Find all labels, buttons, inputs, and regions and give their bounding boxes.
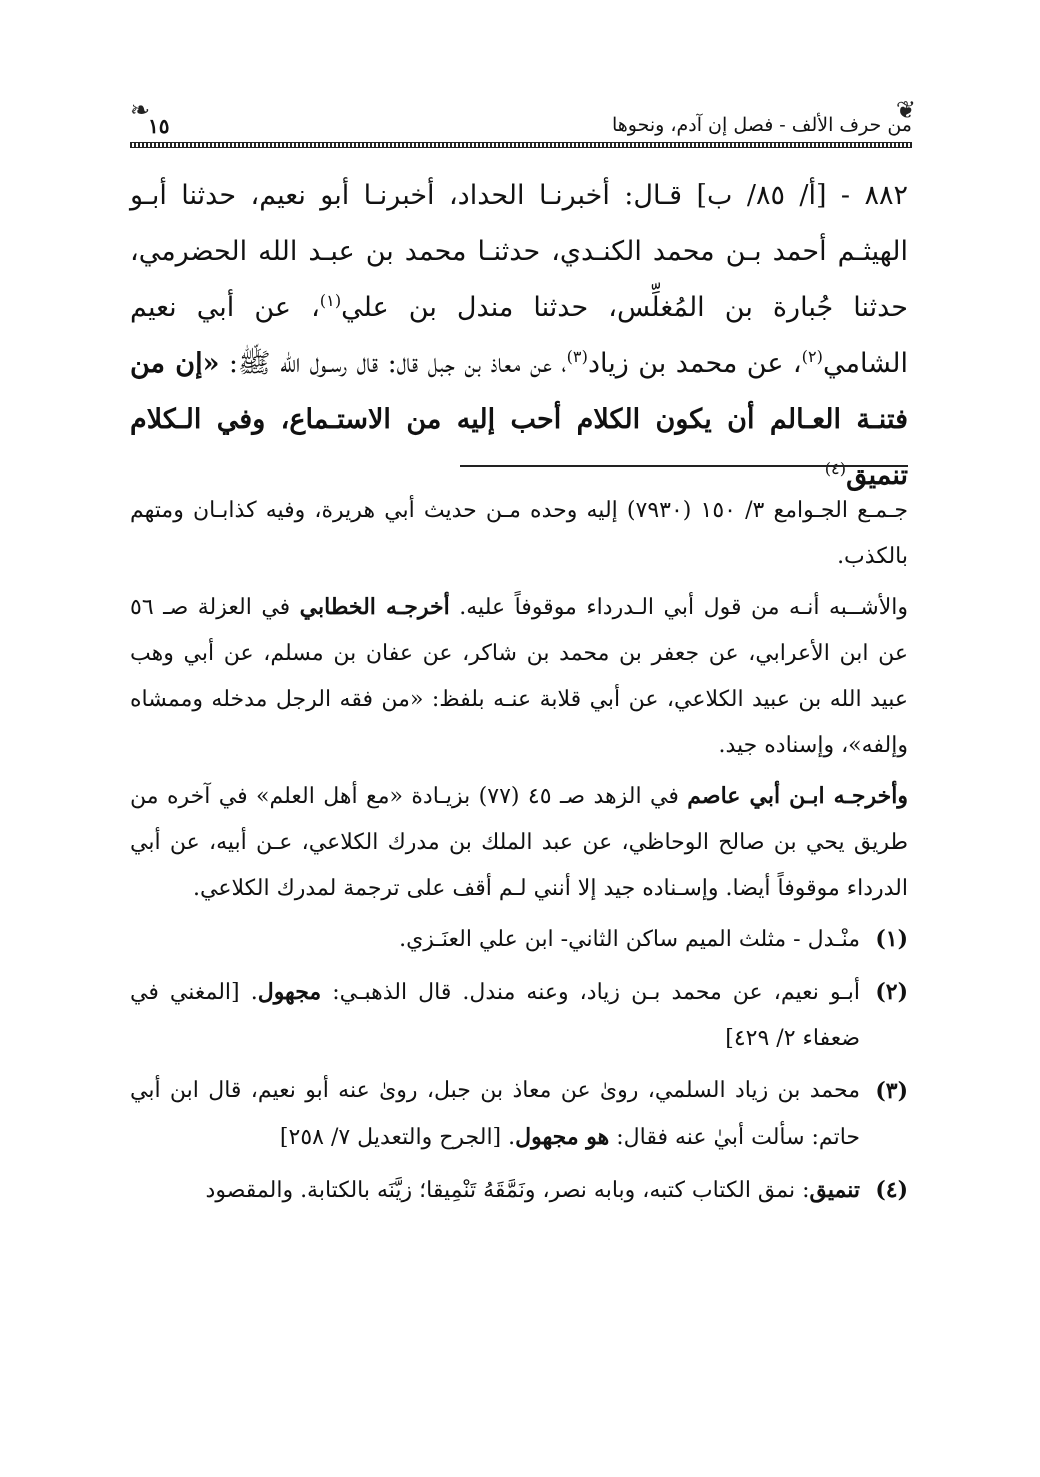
- footnote-text: [130, 916, 860, 963]
- footnote-ref-4[interactable]: (٤): [824, 459, 847, 478]
- footnote-text-part: : نمق الكتاب كتبه، وبابه نصر، ونَمَّقَهُ تَنْمِيقا؛ زيَّنَه بالكتابة. والمقصود: [205, 1178, 810, 1203]
- footnote-bold: هو مجهول: [515, 1124, 610, 1150]
- footnote-text-part: . [الجرح والتعديل ٧/ ٢٥٨]: [279, 1125, 516, 1150]
- continued-note-para-2: [130, 584, 908, 769]
- hadith-text-part-3: ، عن محمد بن زياد: [587, 348, 802, 379]
- footnote-number: (٤): [875, 1177, 908, 1203]
- footnote-bold: مجهول: [257, 979, 322, 1005]
- page-number: ١٥: [148, 114, 170, 138]
- header-rule: [130, 142, 912, 148]
- hadith-text-part-4: ، عن معاذ بن جبل قال: قال رسـول الله ﷺ:: [219, 348, 567, 379]
- note-bold-text: وأخرجـه ابـن أبي عاصم: [687, 783, 908, 809]
- hadith-text-part-2: ، عن أبي نعيم الشامي: [130, 292, 908, 379]
- footnote-number: (٢): [875, 979, 908, 1005]
- footnote-bold: تنميق: [809, 1177, 860, 1203]
- footnote-text-part: منْـدل - مثلث الميم ساكن الثاني- ابن علي العنَـزي.: [399, 927, 860, 952]
- note-text: في العزلة صـ ٥٦ عن ابن الأعرابي، عن جعفر بن محمد بن شاكر، عن عفان بن مسلم، عن أبي وهب عبيد الله بن عبيد الكلاعي، عن أبي قلابة عنـه بلفظ: «من فقه الرجل مدخله وممشاه وإلفه»، وإسناده جيد.: [130, 595, 908, 758]
- footnote-ref-3[interactable]: (٣): [566, 347, 588, 366]
- footnote-1: [130, 916, 908, 963]
- header-ornament-left-icon: ❧: [130, 96, 151, 124]
- hadith-quote: «إن من فتنـة العـالم أن يكون الكلام أحب إليه من الاستـماع، وفي الـكلام تنميق: [130, 348, 908, 491]
- footnote-4: [130, 1167, 908, 1214]
- footnote-3: [130, 1068, 908, 1161]
- footnote-2: [130, 969, 908, 1062]
- page-header: [130, 96, 912, 140]
- note-bold-text: أخرجـه الخطابي: [299, 594, 450, 620]
- hadith-text-part-1: ٨٨٢ - [أ/ ٨٥/ ب] قـال: أخبرنـا الحداد، أخبرنـا أبو نعيم، حدثنا أبـو الهيثـم أحمد بـن محمد الكنـدي، حدثنـا محمد بن عبـد الله الحضرمي، حدثنا جُبارة بن المُغلِّس، حدثنا مندل بن علي: [130, 180, 908, 323]
- footnote-text-part: محمد بن زياد السلمي، روىٰ عن معاذ بن جبل، روىٰ عنه أبو نعيم، قال ابن أبي حاتم: سألت أبيٰ عنه فقال:: [130, 1078, 860, 1150]
- footnote-text-part: . [المغني في ضعفاء ٢/ ٤٢٩]: [130, 980, 860, 1051]
- continued-note-para-3: [130, 773, 908, 912]
- footnote-text: [130, 1068, 860, 1161]
- note-text: في الزهد صـ ٤٥ (٧٧) بزيـادة «مع أهل العلم» في آخره من طريق يحي بن صالح الوحاظي، عن عبد الملك بن مدرك الكلاعي، عـن أبيه، عن أبي الدرداء موقوفاً أيضا. وإسـناده جيد إلا أنني لـم أقف على ترجمة لمدرك الكلاعي.: [130, 784, 908, 901]
- footnotes-section: [130, 488, 908, 1220]
- running-title: من حرف الألف - فصل إن آدم، ونحوها: [611, 114, 912, 136]
- footnote-text: [130, 1167, 860, 1214]
- footnote-text-part: أبـو نعيم، عن محمد بـن زياد، وعنه مندل. قال الذهبـي:: [321, 980, 860, 1005]
- hadith-text: [130, 168, 908, 504]
- note-text: والأشــبه أنـه من قول أبي الـدرداء موقوفاً عليه.: [449, 595, 908, 620]
- header-ornament-right-icon: ❦: [895, 96, 916, 124]
- note-text: جـمـع الجـوامع ٣/ ١٥٠ (٧٩٣٠) إليه وحده مـن حديث أبي هريرة، وفيه كذابـان ومتهم بالكذب.: [130, 498, 908, 569]
- continued-note-para-1: [130, 488, 908, 580]
- footnote-ref-1[interactable]: (١): [319, 291, 342, 310]
- footnote-number: (٣): [875, 1078, 908, 1104]
- footnote-ref-2[interactable]: (٢): [801, 347, 823, 366]
- footnote-text: [130, 969, 860, 1062]
- footnote-separator: [460, 465, 908, 467]
- footnote-number: (١): [875, 926, 908, 952]
